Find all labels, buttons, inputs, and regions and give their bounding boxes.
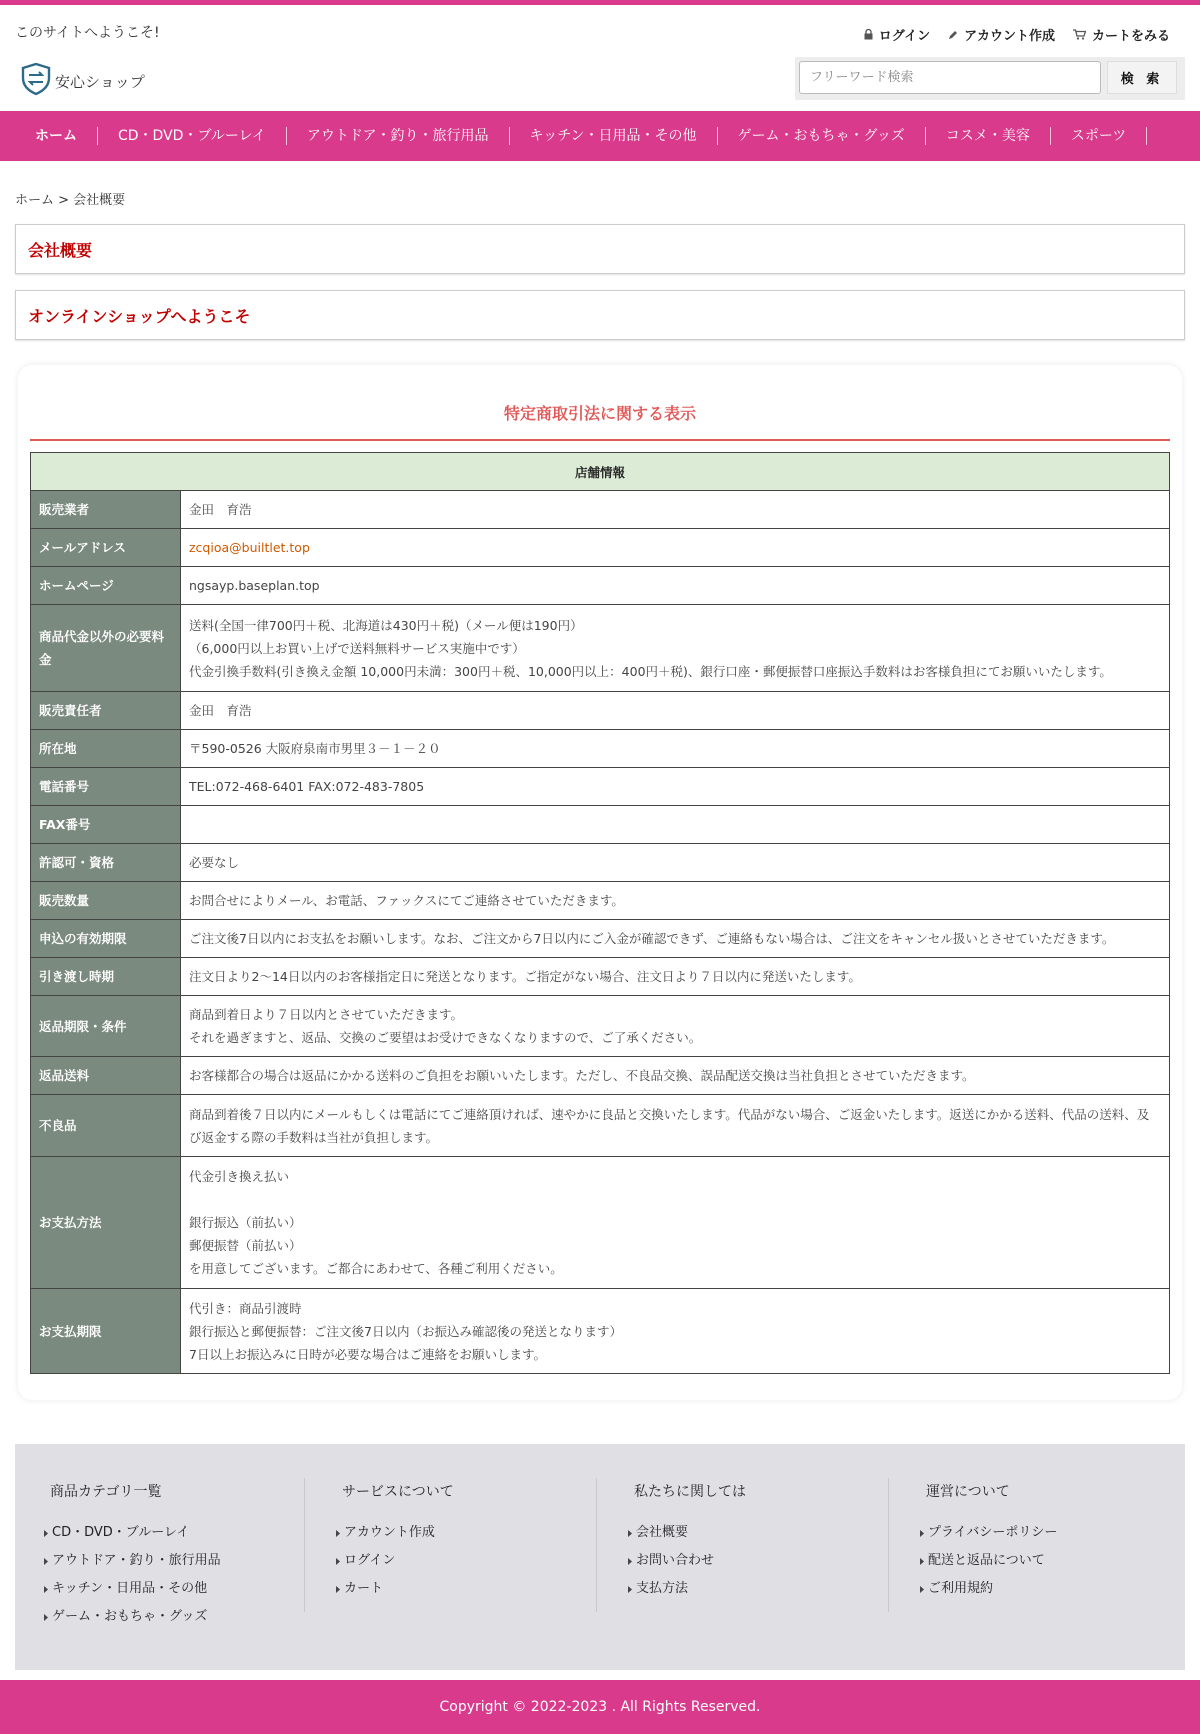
footer-link[interactable] [44,1547,304,1575]
login-label: ログイン [878,29,931,44]
caret-right-icon [920,1586,924,1593]
table-row [31,1057,1170,1095]
table-row [31,1157,1170,1289]
caret-right-icon [336,1558,340,1565]
footer-link[interactable] [628,1575,888,1603]
caret-right-icon [44,1530,48,1537]
nav-item-outdoor[interactable]: アウトドア・釣り・旅行用品 [287,127,510,145]
store-info-heading: 店舗情報 [31,453,1170,491]
row-value [181,1157,1170,1289]
footer-column-operations [891,1478,1181,1612]
row-label: 引き渡し時期 [31,958,181,996]
row-label: 販売業者 [31,491,181,529]
footer-link[interactable] [336,1519,596,1547]
row-value [181,882,1170,920]
table-row [31,1289,1170,1374]
row-value [181,958,1170,996]
login-link[interactable] [864,25,930,44]
copyright: Copyright © 2022-2023 . All Rights Reserved. [0,1680,1200,1734]
footer-link-label: プライバシーポリシー [928,1525,1058,1540]
row-label: 商品代金以外の必要料金 [31,605,181,692]
table-row [31,605,1170,692]
row-label: FAX番号 [31,806,181,844]
row-value [181,692,1170,730]
footer-link[interactable] [628,1519,888,1547]
table-row [31,692,1170,730]
value-line: 金田 育浩 [189,703,252,718]
value-line: 7日以上お振込みに日時が必要な場合はご連絡をお願いします。 [189,1346,546,1362]
footer-link-label: ログイン [344,1553,396,1568]
signup-label: アカウント作成 [964,29,1055,44]
search-button[interactable]: 検 索 [1107,61,1177,94]
row-label: ホームページ [31,567,181,605]
footer-link-label: お問い合わせ [636,1553,715,1568]
caret-right-icon [628,1558,632,1565]
row-value [181,920,1170,958]
row-value [181,1057,1170,1095]
breadcrumb: ホーム > 会社概要 [15,193,126,208]
footer-link[interactable] [920,1547,1181,1575]
footer-link-label: アカウント作成 [344,1525,435,1540]
row-value [181,529,1170,567]
caret-right-icon [920,1530,924,1537]
shield-logo-icon [20,62,52,100]
row-label: 返品期限・条件 [31,996,181,1057]
footer-column-title: サービスについて [342,1484,454,1500]
caret-right-icon [336,1530,340,1537]
cart-link[interactable] [1073,25,1170,44]
caret-right-icon [336,1586,340,1593]
footer-link-label: キッチン・日用品・その他 [52,1581,208,1596]
value-line: 銀行振込（前払い） [189,1215,302,1230]
row-value [181,491,1170,529]
footer-link-list [336,1519,596,1603]
row-value [181,730,1170,768]
value-line: 〒590-0526 大阪府泉南市男里３－１－２０ [189,741,441,756]
row-value [181,1095,1170,1157]
footer-link-label: 配送と返品について [928,1553,1045,1568]
table-row [31,567,1170,605]
welcome-text: このサイトへようこそ! [15,25,160,41]
row-label: 返品送料 [31,1057,181,1095]
user-links [864,25,1170,44]
store-info-table [30,452,1170,1374]
footer-column-title: 運営について [926,1484,1010,1500]
table-row [31,920,1170,958]
footer-link-list [44,1519,304,1631]
footer-link-list [628,1519,888,1603]
row-label: 申込の有効期限 [31,920,181,958]
value-line: 銀行振込と郵便振替：ご注文後7日以内（お振込み確認後の発送となります） [189,1323,622,1339]
nav-item-home[interactable]: ホーム [15,127,98,145]
value-line: TEL:072-468-6401 FAX:072-483-7805 [189,779,425,794]
nav-item-cd-dvd[interactable]: CD・DVD・ブルーレイ [98,127,287,145]
site-logo[interactable] [20,62,145,100]
value-line: 商品到着後７日以内にメールもしくは電話にてご連絡頂ければ、速やかに良品と交換いたします。代品がない場合、ご返金いたします。返送にかかる送料、代品の送料、及び返金する際の手数料は当社が負担します。 [189,1106,1150,1145]
footer-column-title: 私たちに関しては [634,1484,746,1500]
welcome-title-box [15,290,1185,340]
row-label: 不良品 [31,1095,181,1157]
caret-right-icon [44,1614,48,1621]
main-nav [0,111,1200,161]
value-line: 代金引換手数料(引き換え金額 10,000円未満：300円＋税、10,000円以上：400円＋税)、銀行口座・郵便振替口座振込手数料はお客様負担にてお願いいたします。 [189,663,1112,679]
table-row [31,806,1170,844]
row-label: メールアドレス [31,529,181,567]
caret-right-icon [628,1530,632,1537]
law-card [18,365,1182,1400]
caret-right-icon [920,1558,924,1565]
row-value [181,806,1170,844]
footer-link-label: カート [344,1581,384,1596]
value-line: 必要なし [189,855,240,870]
signup-link[interactable] [948,25,1055,44]
row-label: 許認可・資格 [31,844,181,882]
table-row [31,996,1170,1057]
row-label: お支払方法 [31,1157,181,1289]
table-row [31,882,1170,920]
footer-column-about-us [599,1478,889,1612]
value-line: 代金引き換え払い [189,1169,290,1184]
footer-link[interactable] [920,1575,1181,1603]
row-value [181,567,1170,605]
table-row [31,844,1170,882]
table-row [31,1095,1170,1157]
footer-link-label: 会社概要 [636,1525,689,1540]
page-title: 会社概要 [28,240,93,260]
table-row [31,768,1170,806]
value-line: 送料(全国一律700円＋税、北海道は430円＋税)（メール便は190円） [189,617,583,633]
law-title: 特定商取引法に関する表示 [30,365,1170,441]
value-line: 代引き：商品引渡時 [189,1300,302,1316]
row-label: お支払期限 [31,1289,181,1374]
value-line: 郵便振替（前払い） [189,1238,302,1253]
footer-column-title: 商品カテゴリ一覧 [50,1484,162,1500]
footer-link[interactable] [628,1547,888,1575]
blank-line [189,1188,1161,1211]
welcome-title: オンラインショップへようこそ [28,306,251,326]
value-line: ngsayp.baseplan.top [189,578,320,593]
value-line: 商品到着日より７日以内とさせていただきます。 [189,1007,464,1022]
caret-right-icon [628,1586,632,1593]
footer-column-services [307,1478,597,1612]
value-line: お問合せによりメール、お電話、ファックスにてご連絡させていただきます。 [189,893,624,908]
footer-link-label: 支払方法 [636,1581,689,1596]
row-label: 所在地 [31,730,181,768]
footer-link-label: ご利用規約 [928,1581,994,1596]
value-line: お客様都合の場合は返品にかかる送料のご負担をお願いいたします。ただし、不良品交換、誤品配送交換は当社負担とさせていただきます。 [189,1068,975,1083]
value-line: それを過ぎますと、返品、交換のご要望はお受けできなくなりますので、ご了承ください。 [189,1030,702,1045]
table-row [31,491,1170,529]
table-row [31,730,1170,768]
footer-link[interactable] [44,1519,304,1547]
value-line: を用意してございます。ご都合にあわせて、各種ご利用ください。 [189,1261,563,1276]
email-link[interactable]: zcqioa@builtlet.top [189,540,310,555]
search-input[interactable] [799,61,1101,94]
value-line: （6,000円以上お買い上げで送料無料サービス実施中です） [189,640,525,656]
lock-icon [864,29,873,40]
footer-link[interactable] [44,1575,304,1603]
nav-item-games[interactable]: ゲーム・おもちゃ・グッズ [718,127,926,145]
nav-item-kitchen[interactable]: キッチン・日用品・その他 [510,127,718,145]
logo-text: 安心ショップ [55,72,145,91]
footer-link[interactable] [336,1575,596,1603]
value-line: ご注文後7日以内にお支払をお願いします。なお、ご注文から7日以内にご入金が確認できず、ご連絡もない場合は、ご注文をキャンセル扱いとさせていただきます。 [189,931,1115,946]
table-row [31,958,1170,996]
row-value [181,1289,1170,1374]
row-value [181,768,1170,806]
cart-label: カートをみる [1091,29,1170,44]
footer-link-label: アウトドア・釣り・旅行用品 [52,1553,221,1568]
caret-right-icon [44,1586,48,1593]
row-label: 販売責任者 [31,692,181,730]
row-label: 販売数量 [31,882,181,920]
pencil-icon [948,30,958,40]
site-header [0,5,1200,111]
footer-link-label: ゲーム・おもちゃ・グッズ [52,1609,208,1624]
row-label: 電話番号 [31,768,181,806]
footer-link-label: CD・DVD・ブルーレイ [52,1525,190,1540]
value-line: 金田 育浩 [189,502,252,517]
table-row [31,529,1170,567]
row-value [181,605,1170,692]
nav-item-cosme[interactable]: コスメ・美容 [926,127,1051,145]
search-box [795,57,1185,100]
footer-link-list [920,1519,1181,1603]
caret-right-icon [44,1558,48,1565]
footer-column-categories [15,1478,305,1624]
page-title-box [15,224,1185,274]
value-line: 注文日より2〜14日以内のお客様指定日に発送となります。ご指定がない場合、注文日より７日以内に発送いたします。 [189,969,861,984]
footer-link[interactable] [920,1519,1181,1547]
footer-link[interactable] [44,1603,304,1631]
nav-item-sports[interactable]: スポーツ [1051,127,1147,145]
row-value [181,996,1170,1057]
footer-link[interactable] [336,1547,596,1575]
footer [15,1444,1185,1670]
cart-icon [1073,29,1086,40]
row-value [181,844,1170,882]
